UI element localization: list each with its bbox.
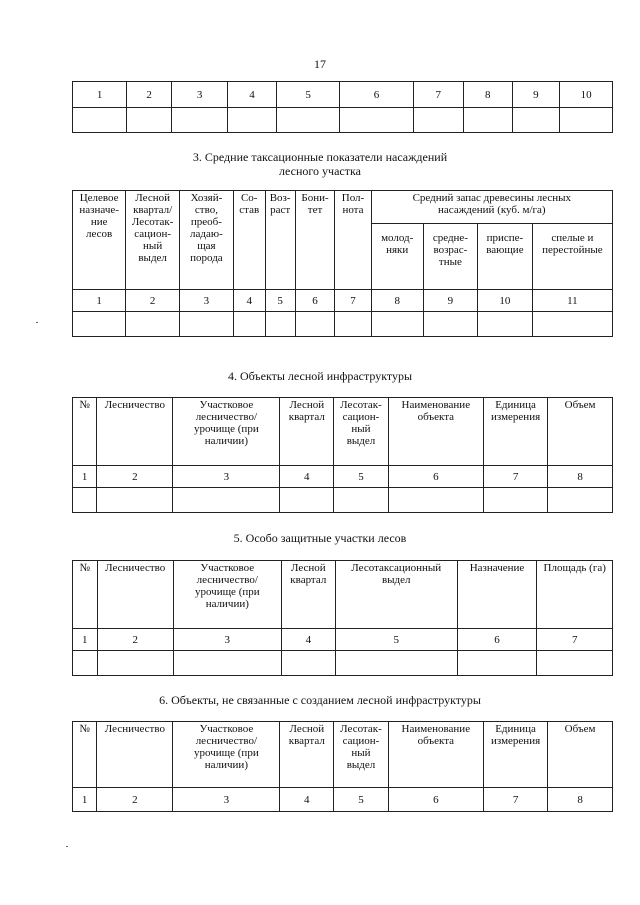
table-row	[73, 82, 613, 108]
table-header-row	[73, 722, 613, 788]
table-header-row	[73, 191, 613, 224]
empty-cell	[413, 108, 463, 133]
header-number: №	[73, 722, 97, 788]
column-number-cell: 1	[73, 466, 97, 488]
empty-cell	[532, 312, 612, 337]
empty-cell	[457, 651, 537, 676]
empty-cell	[173, 488, 280, 513]
section-3-title: 3. Средние таксационные показатели насаждений лесного участка	[192, 150, 448, 178]
table-row	[73, 108, 613, 133]
empty-cell	[97, 488, 173, 513]
column-number-cell: 2	[126, 290, 180, 312]
section-6-title: 6. Объекты, не связанные с созданием лесной инфраструктуры	[159, 693, 481, 707]
scan-speck	[36, 322, 38, 323]
empty-cell	[478, 312, 533, 337]
column-number-cell: 5	[334, 466, 388, 488]
empty-cell	[371, 312, 423, 337]
table-row	[73, 488, 613, 513]
column-number-cell: 4	[228, 82, 277, 108]
scan-speck	[66, 846, 68, 847]
table-row	[73, 312, 613, 337]
empty-cell	[463, 108, 512, 133]
empty-cell	[179, 312, 233, 337]
header-forest-purpose: Целевое назначе- ние лесов	[73, 191, 126, 290]
header-district-forestry: Участковое лесничество/ урочище (при наличии)	[173, 561, 281, 629]
column-number-cell: 9	[423, 290, 477, 312]
header-middle-aged: средне- возрас- тные	[423, 224, 477, 290]
empty-cell	[97, 651, 173, 676]
empty-cell	[295, 312, 335, 337]
column-number-cell: 7	[335, 290, 371, 312]
header-forest-quarter: Лесной квартал	[280, 722, 334, 788]
empty-cell	[172, 108, 228, 133]
header-average-stock-group: Средний запас древесины лесных насаждений (куб. м/га)	[371, 191, 612, 224]
column-number-cell: 7	[413, 82, 463, 108]
column-number-cell: 5	[276, 82, 340, 108]
empty-cell	[340, 108, 413, 133]
page-number: 17	[314, 57, 326, 71]
header-maturing: приспе- вающие	[478, 224, 533, 290]
column-number-cell: 1	[73, 629, 98, 651]
table-taxation-indicators	[72, 190, 613, 337]
header-forestry: Лесничество	[97, 561, 173, 629]
empty-cell	[335, 651, 457, 676]
empty-cell	[173, 651, 281, 676]
column-number-cell: 4	[280, 788, 334, 812]
column-number-cell: 8	[548, 466, 613, 488]
table-row	[73, 629, 613, 651]
column-number-cell: 1	[73, 290, 126, 312]
column-number-cell: 2	[127, 82, 172, 108]
column-number-cell: 10	[478, 290, 533, 312]
table-continuation	[72, 81, 613, 133]
header-forestry: Лесничество	[97, 398, 173, 466]
header-allotment: Лесотак- сацион- ный выдел	[334, 398, 388, 466]
column-number-cell: 3	[179, 290, 233, 312]
section-4-title: 4. Объекты лесной инфраструктуры	[227, 369, 413, 383]
empty-cell	[483, 488, 547, 513]
empty-cell	[280, 488, 334, 513]
header-allotment: Лесотаксационный выдел	[335, 561, 457, 629]
column-number-cell: 4	[233, 290, 265, 312]
column-number-cell: 8	[371, 290, 423, 312]
header-young: молод- няки	[371, 224, 423, 290]
column-number-cell: 7	[537, 629, 613, 651]
column-number-cell: 6	[340, 82, 413, 108]
empty-cell	[228, 108, 277, 133]
table-row	[73, 466, 613, 488]
table-non-infrastructure-objects	[72, 721, 613, 812]
column-number-cell: 6	[388, 788, 483, 812]
empty-cell	[388, 488, 483, 513]
table-row	[73, 788, 613, 812]
column-number-cell: 8	[463, 82, 512, 108]
table-row	[73, 290, 613, 312]
table-header-row	[73, 398, 613, 466]
column-number-cell: 5	[334, 788, 388, 812]
column-number-cell: 2	[97, 629, 173, 651]
empty-cell	[233, 312, 265, 337]
section-5-title: 5. Особо защитные участки лесов	[233, 531, 407, 545]
header-density: Пол- нота	[335, 191, 371, 290]
empty-cell	[127, 108, 172, 133]
header-unit: Единица измерения	[483, 398, 547, 466]
column-number-cell: 2	[97, 466, 173, 488]
header-forest-quarter: Лесной квартал	[281, 561, 335, 629]
empty-cell	[126, 312, 180, 337]
header-district-forestry: Участковое лесничество/ урочище (при наличии)	[173, 722, 280, 788]
header-unit: Единица измерения	[483, 722, 547, 788]
empty-cell	[335, 312, 371, 337]
header-composition: Со- став	[233, 191, 265, 290]
header-object-name: Наименование объекта	[388, 722, 483, 788]
column-number-cell: 4	[280, 466, 334, 488]
empty-cell	[334, 488, 388, 513]
header-forestry: Лесничество	[97, 722, 173, 788]
header-purpose: Назначение	[457, 561, 537, 629]
column-number-cell: 8	[548, 788, 613, 812]
header-dominant-species: Хозяй- ство, преоб- ладаю- щая порода	[179, 191, 233, 290]
header-mature-overmature: спелые и перестойные	[532, 224, 612, 290]
header-quarter-allotment: Лесной квартал/ Лесотак- сацион- ный выдел	[126, 191, 180, 290]
header-volume: Объем	[548, 722, 613, 788]
column-number-cell: 9	[512, 82, 560, 108]
table-protective-areas	[72, 560, 613, 676]
empty-cell	[73, 651, 98, 676]
header-forest-quarter: Лесной квартал	[280, 398, 334, 466]
empty-cell	[548, 488, 613, 513]
empty-cell	[276, 108, 340, 133]
empty-cell	[265, 312, 295, 337]
column-number-cell: 7	[483, 466, 547, 488]
column-number-cell: 1	[73, 82, 127, 108]
table-row	[73, 651, 613, 676]
column-number-cell: 10	[560, 82, 613, 108]
column-number-cell: 6	[295, 290, 335, 312]
column-number-cell: 6	[457, 629, 537, 651]
table-header-row	[73, 561, 613, 629]
column-number-cell: 1	[73, 788, 97, 812]
column-number-cell: 3	[173, 788, 280, 812]
column-number-cell: 5	[265, 290, 295, 312]
empty-cell	[423, 312, 477, 337]
empty-cell	[560, 108, 613, 133]
empty-cell	[281, 651, 335, 676]
empty-cell	[73, 488, 97, 513]
column-number-cell: 7	[483, 788, 547, 812]
header-allotment: Лесотак- сацион- ный выдел	[334, 722, 388, 788]
column-number-cell: 3	[173, 629, 281, 651]
header-age: Воз- раст	[265, 191, 295, 290]
empty-cell	[537, 651, 613, 676]
column-number-cell: 3	[172, 82, 228, 108]
header-object-name: Наименование объекта	[388, 398, 483, 466]
column-number-cell: 5	[335, 629, 457, 651]
column-number-cell: 2	[97, 788, 173, 812]
header-bonitet: Бони- тет	[295, 191, 335, 290]
empty-cell	[73, 108, 127, 133]
table-forest-infrastructure	[72, 397, 613, 513]
header-area: Площадь (га)	[537, 561, 613, 629]
column-number-cell: 3	[173, 466, 280, 488]
empty-cell	[512, 108, 560, 133]
header-number: №	[73, 398, 97, 466]
header-volume: Объем	[548, 398, 613, 466]
column-number-cell: 6	[388, 466, 483, 488]
header-number: №	[73, 561, 98, 629]
empty-cell	[73, 312, 126, 337]
header-district-forestry: Участковое лесничество/ урочище (при наличии)	[173, 398, 280, 466]
column-number-cell: 11	[532, 290, 612, 312]
column-number-cell: 4	[281, 629, 335, 651]
